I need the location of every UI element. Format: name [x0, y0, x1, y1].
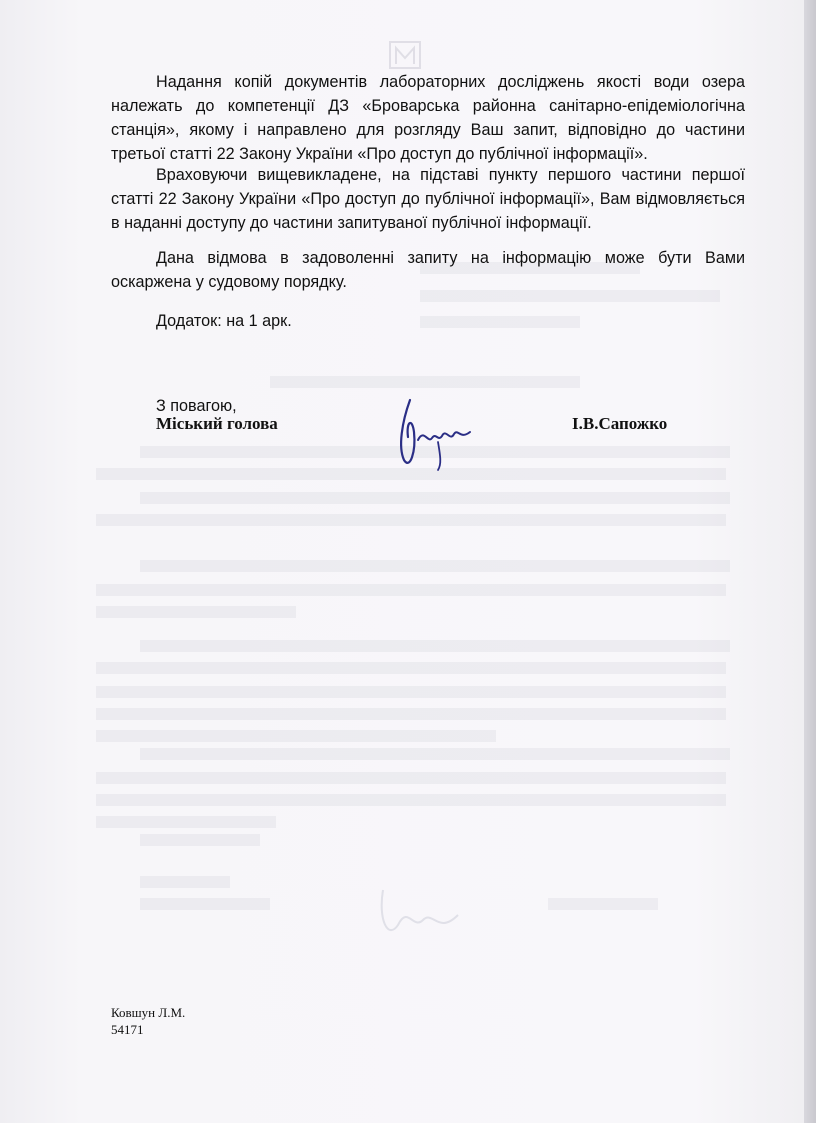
bleed-through: [270, 376, 580, 388]
signer-title: Міський голова: [156, 414, 278, 433]
bleed-through-emblem: [388, 40, 422, 70]
bleed-through: [548, 898, 658, 910]
bleed-through: [96, 606, 296, 618]
attachment-note: Додаток: на 1 арк.: [156, 312, 292, 330]
paragraph-3-text: Дана відмова в задоволенні запиту на інформацію може бути Вами оскаржена у судовому порядку.: [111, 249, 745, 291]
bleed-through: [140, 834, 260, 846]
bleed-through: [140, 640, 730, 652]
closing-phrase: З повагою,: [156, 397, 237, 415]
bleed-through: [96, 662, 726, 674]
page-edge: [804, 0, 816, 1123]
paragraph-2-text: Враховуючи вищевикладене, на підставі пункту першого частини першої статті 22 Закону України «Про доступ до публічної інформації», Вам відмовляється в наданні доступу до частини запитуваної публічної інформації.: [111, 166, 745, 232]
paragraph-1: [111, 70, 745, 166]
bleed-through: [140, 492, 730, 504]
bleed-through: [96, 686, 726, 698]
executor-name: Ковшун Л.М.: [111, 1005, 186, 1020]
bleed-through: [96, 794, 726, 806]
bleed-through: [140, 876, 230, 888]
paragraph-2: [111, 163, 745, 235]
bleed-through-signature: [368, 870, 478, 950]
bleed-through: [140, 560, 730, 572]
paragraph-3: [111, 246, 745, 294]
signer-name: І.В.Сапожко: [572, 414, 668, 433]
bleed-through: [96, 584, 726, 596]
bleed-through: [140, 898, 270, 910]
bleed-through: [420, 316, 580, 328]
bleed-through: [96, 514, 726, 526]
bleed-through: [96, 730, 496, 742]
handwritten-signature: [380, 392, 480, 472]
bleed-through: [96, 708, 726, 720]
bleed-through: [96, 772, 726, 784]
bleed-through: [140, 748, 730, 760]
bleed-through: [96, 816, 276, 828]
executor-phone: 54171: [111, 1022, 144, 1037]
paragraph-1-text: Надання копій документів лабораторних досліджень якості води озера належать до компетенції ДЗ «Броварська районна санітарно-епідеміологічна станція», якому і направлено для розгляду Ваш запит, відповідно до частини третьої статті 22 Закону України «Про доступ до публічної інформації».: [111, 73, 745, 163]
